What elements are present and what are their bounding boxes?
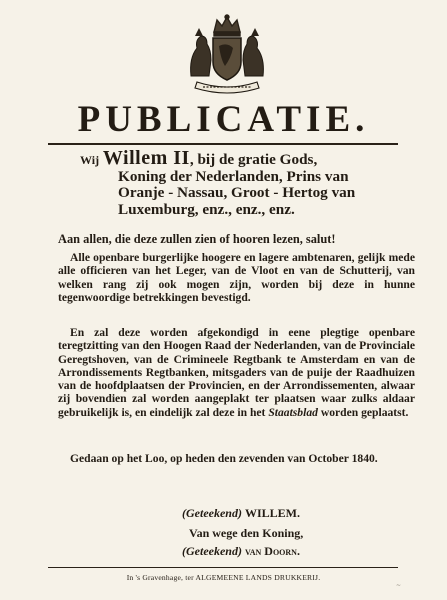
heading-willem: Willem II [102, 147, 190, 169]
title-rule [48, 143, 398, 145]
paragraph-given-at: Gedaan op het Loo, op heden den zevenden van October 1840. [70, 452, 378, 465]
by-order-line: Van wege den Koning, [189, 526, 304, 540]
signer-van-doorn: van Doorn. [244, 544, 300, 558]
heading-line3: Oranje - Nassau, Groot - Hertog van [118, 184, 356, 202]
signed-label-2: (Geteekend) [182, 544, 242, 558]
paragraph-publication [58, 326, 415, 419]
footer-rule [48, 567, 398, 568]
paragraph-publication-end: worden geplaatst. [320, 405, 409, 419]
signer-willem: WILLEM. [244, 506, 300, 520]
signature-king [182, 506, 422, 520]
heading-line1: , bij de gratie Gods, [189, 151, 318, 168]
greeting: Aan allen, die deze zullen zien of hooren lezen, salut! [58, 232, 336, 246]
heading-line2: Koning der Nederlanden, Prins van [118, 167, 349, 185]
paragraph-confirmation: Alle openbare burgerlijke hoogere en lagere ambtenaren, gelijk mede alle officieren van het Leger, van de Vloot en van de Schutterij, van welken rang zij ook mogen zijn, worden bij deze in hunne tegenwoordige betrekkingen bevestigd. [58, 251, 415, 304]
document-title: PUBLICATIE. [77, 99, 370, 140]
printer-imprint: In 's Gravenhage, ter ALGEMEENE LANDS DRUKKERIJ. [126, 573, 321, 582]
signed-label-1: (Geteekend) [182, 506, 242, 520]
heading-line4: Luxemburg, enz., enz., enz. [118, 200, 295, 218]
paragraph-publication-text: En zal deze worden afgekondigd in eene plegtige openbare teregtzitting van den Hoogen Raad der Nederlanden, van de Provinciale Geregtshoven, van de Crimineele Regtbank te Amsterdam en van de Arrondissements Regtbanken, mitsgaders van de puije der Raadhuizen van de hoofdplaatsen der Provincien, en der Arrondissementen, alwaar zij bovendien zal worden aangeplakt ter plaatsen waar zulks aldaar gebruikelijk is, en eindelijk zal deze in het [58, 326, 415, 419]
royal-coat-of-arms [181, 14, 273, 96]
pencil-mark: ~ [396, 582, 402, 589]
heading-wij: Wij [80, 153, 100, 167]
staatsblad-ref: Staatsblad [268, 405, 318, 419]
signature-minister [182, 544, 422, 558]
royal-styling [80, 147, 415, 218]
